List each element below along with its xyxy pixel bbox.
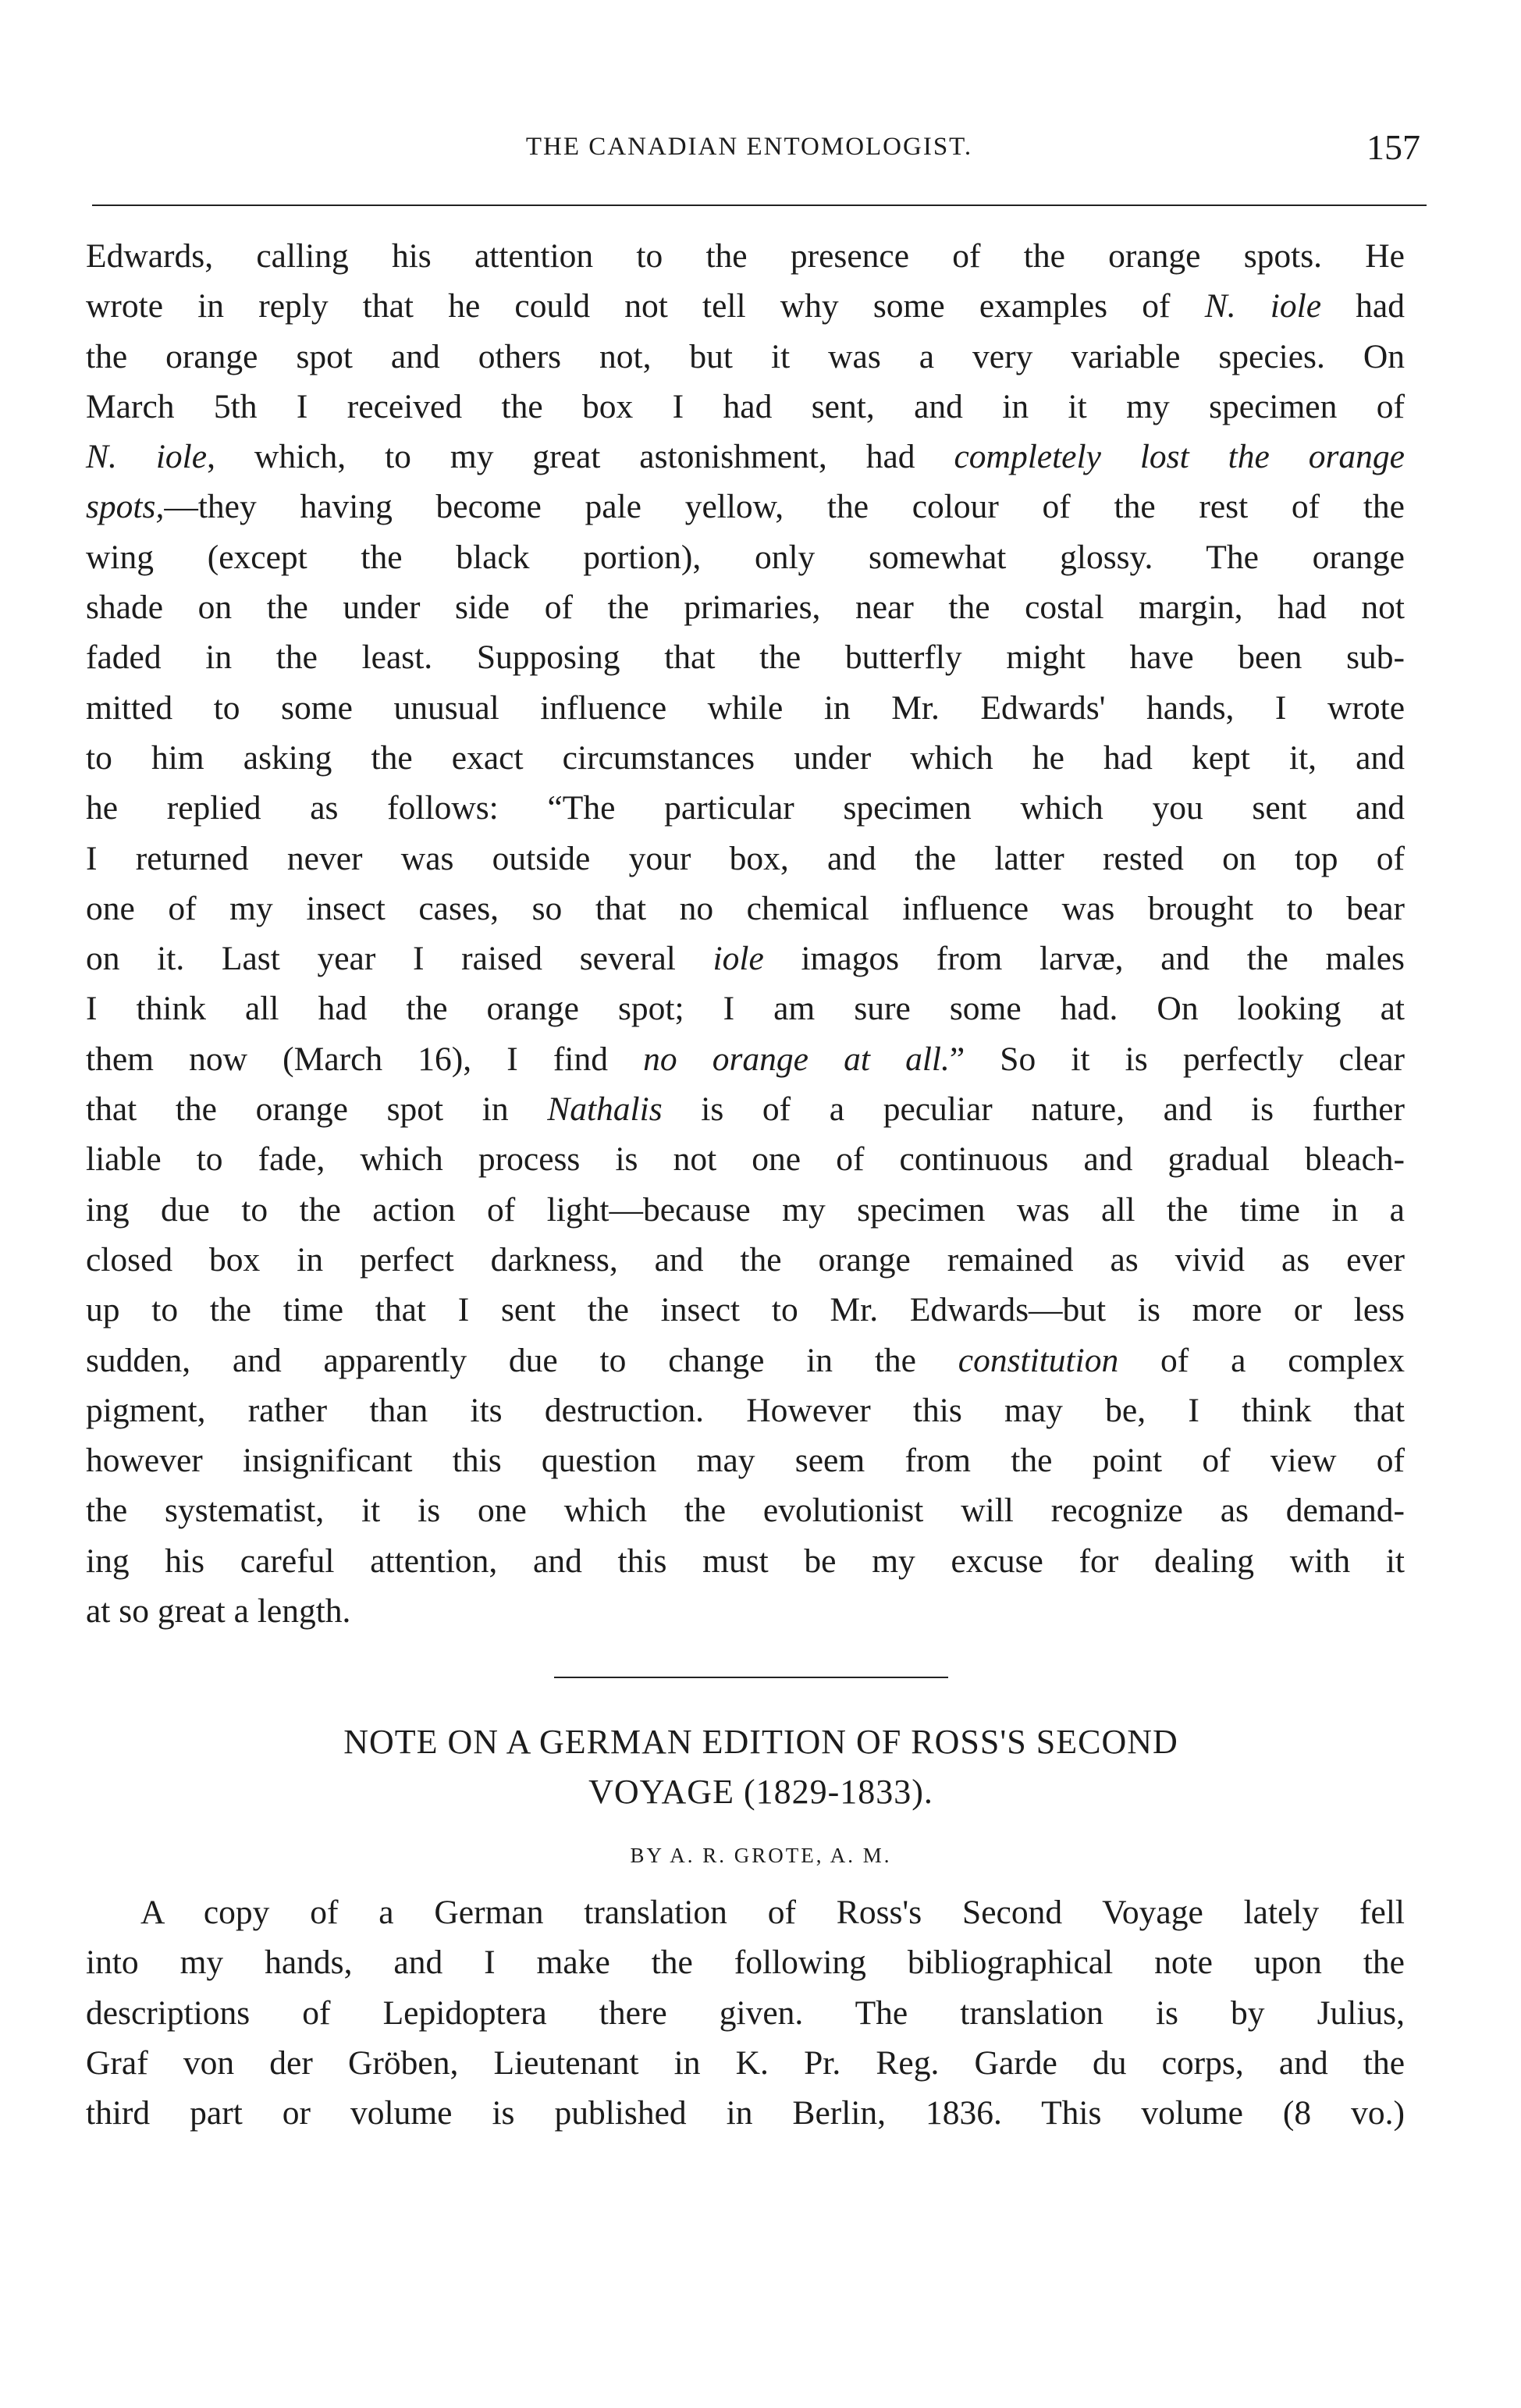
article-title: [117, 1717, 1405, 1817]
section-divider-rule: [554, 1677, 948, 1678]
text-line: N. iole, which, to my great astonishment, had completely lost the orange: [86, 438, 1405, 476]
article-title-line: VOYAGE (1829-1833).: [588, 1773, 933, 1811]
running-title: THE CANADIAN ENTOMOLOGIST.: [525, 133, 973, 161]
text-line: spots,—they having become pale yellow, the colour of the rest of the: [86, 488, 1405, 526]
text-line: closed box in perfect darkness, and the orange remained as vivid as ever: [86, 1240, 1405, 1279]
text-line: on it. Last year I raised several iole imagos from larvæ, and the males: [86, 940, 1405, 978]
text-line: shade on the under side of the primaries, near the costal margin, had not: [86, 589, 1405, 627]
text-line: liable to fade, which process is not one of continuous and gradual bleach-: [86, 1140, 1405, 1179]
text-line: third part or volume is published in Berlin, 1836. This volume (8 vo.): [86, 2094, 1405, 2132]
text-line: he replied as follows: “The particular specimen which you sent and: [86, 789, 1405, 827]
header-rule: [92, 205, 1427, 206]
running-head: [78, 127, 1420, 180]
article-body-text: [86, 1887, 1405, 2138]
text-line: into my hands, and I make the following bibliographical note upon the: [86, 1944, 1405, 1982]
text-line: the orange spot and others not, but it was a very variable species. On: [86, 337, 1405, 375]
text-line: one of my insect cases, so that no chemical influence was brought to bear: [86, 889, 1405, 927]
text-line: ing his careful attention, and this must be my excuse for dealing with it: [86, 1542, 1405, 1580]
text-line: wrote in reply that he could not tell why some examples of N. iole had: [86, 287, 1405, 325]
section-continued-text: [86, 231, 1405, 1636]
text-line: ing due to the action of light—because my specimen was all the time in a: [86, 1190, 1405, 1229]
text-line: March 5th I received the box I had sent, and in it my specimen of: [86, 387, 1405, 425]
text-line: them now (March 16), I find no orange at all.” So it is perfectly clear: [86, 1040, 1406, 1078]
text-line: to him asking the exact circumstances under which he had kept it, and: [86, 738, 1405, 777]
text-line: up to the time that I sent the insect to Mr. Edwards—but is more or less: [86, 1291, 1405, 1329]
text-line: descriptions of Lepidoptera there given. The translation is by Julius,: [86, 1994, 1405, 2032]
text-line: A copy of a German translation of Ross's Second Voyage lately fell: [140, 1894, 1405, 1931]
text-line: Graf von der Gröben, Lieutenant in K. Pr. Reg. Garde du corps, and the: [86, 2043, 1405, 2082]
text-line: wing (except the black portion), only somewhat glossy. The orange: [86, 538, 1405, 576]
author-byline: BY A. R. GROTE, A. M.: [630, 1844, 892, 1867]
text-line: I think all had the orange spot; I am sure some had. On looking at: [86, 990, 1405, 1028]
text-line: mitted to some unusual influence while in Mr. Edwards' hands, I wrote: [86, 688, 1405, 727]
page-number: 157: [1366, 127, 1420, 167]
text-line: that the orange spot in Nathalis is of a peculiar nature, and is further: [86, 1090, 1405, 1129]
text-line: faded in the least. Supposing that the butterfly might have been sub-: [86, 638, 1405, 677]
text-line: the systematist, it is one which the evolutionist will recognize as demand-: [86, 1492, 1405, 1530]
article-title-line: NOTE ON A GERMAN EDITION OF ROSS'S SECOND: [343, 1723, 1178, 1761]
text-line: at so great a length.: [86, 1592, 351, 1631]
text-line: however insignificant this question may seem from the point of view of: [86, 1442, 1405, 1480]
text-line: pigment, rather than its destruction. However this may be, I think that: [86, 1391, 1405, 1429]
text-line: I returned never was outside your box, and the latter rested on top of: [86, 839, 1405, 877]
text-line: sudden, and apparently due to change in the constitution of a complex: [86, 1341, 1405, 1379]
text-line: Edwards, calling his attention to the presence of the orange spots. He: [86, 237, 1405, 275]
